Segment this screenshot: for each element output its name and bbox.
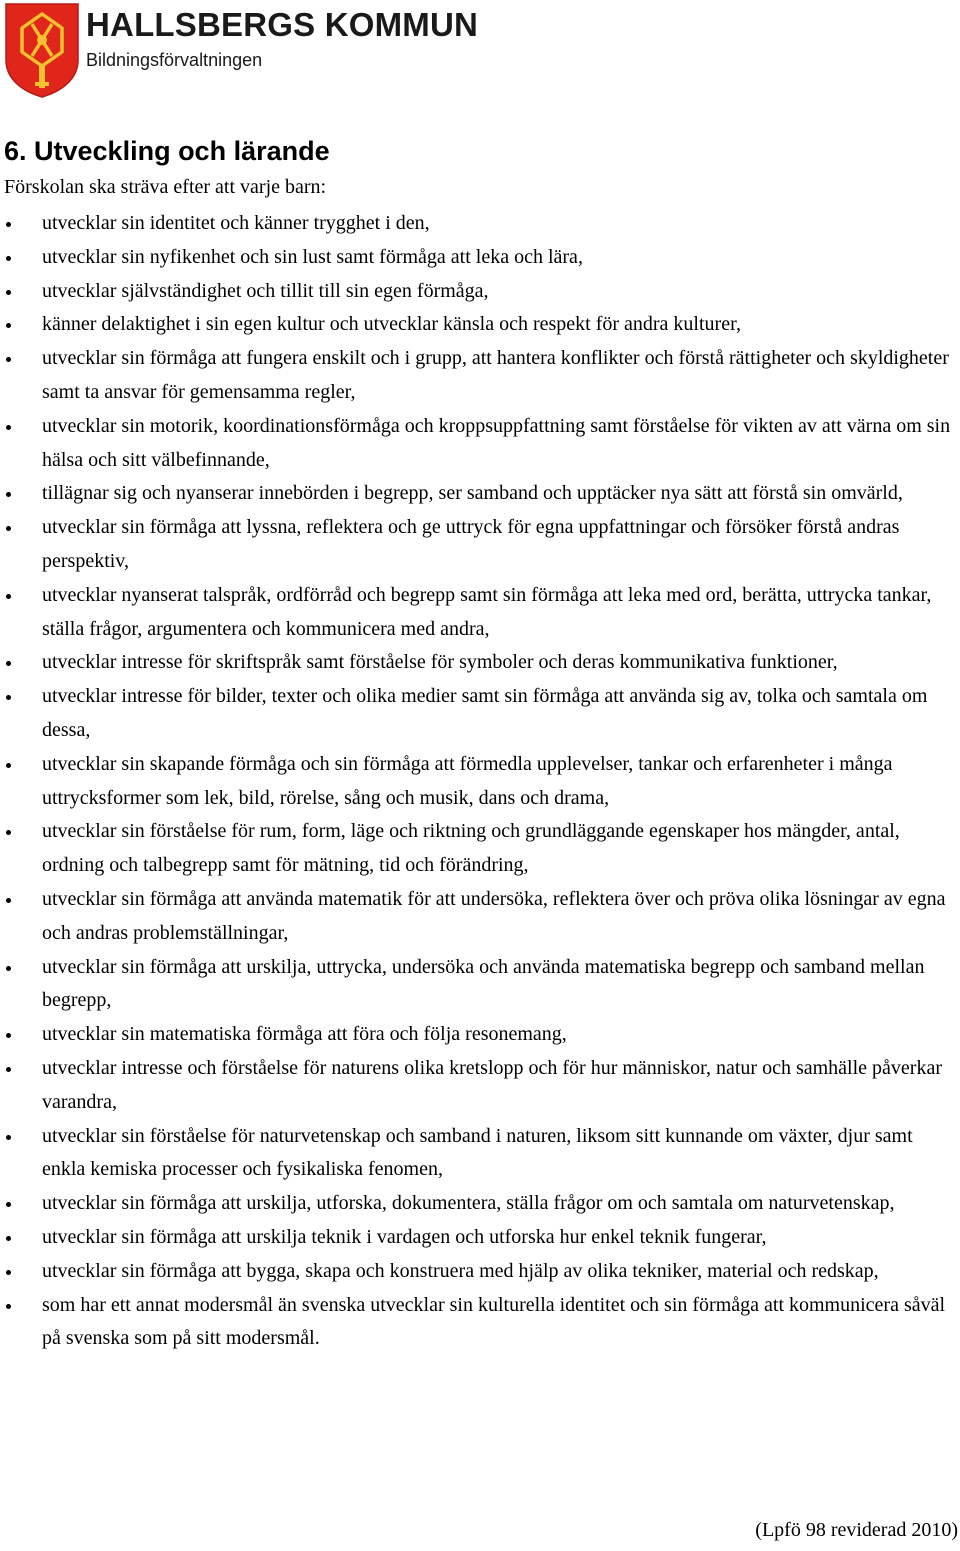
bullet-icon [6, 1067, 11, 1072]
goal-text: utvecklar sin förståelse för naturvetenskap och samband i naturen, liksom sitt kunnande om växter, djur samt enkla kemiska processer och fysikaliska fenomen, [42, 1124, 913, 1181]
goal-text: utvecklar sin förmåga att urskilja teknik i vardagen och utforska hur enkel teknik fungerar, [42, 1225, 767, 1248]
goal-text: utvecklar sin förmåga att använda matematik för att undersöka, reflektera över och pröva olika lösningar av egna och andras problemställningar, [42, 887, 946, 944]
bullet-icon [6, 256, 11, 261]
section-intro: Förskolan ska sträva efter att varje barn: [4, 176, 327, 198]
bullet-icon [6, 357, 11, 362]
section-heading: 6. Utveckling och lärande [4, 136, 330, 166]
goal-list-item [0, 477, 960, 511]
municipal-crest-logo [4, 2, 80, 98]
goal-list-item [0, 815, 960, 883]
bullet-icon [6, 492, 11, 497]
bullet-icon [6, 1236, 11, 1241]
goal-text: utvecklar sin förståelse för rum, form, läge och riktning och grundläggande egenskaper hos mängder, antal, ordning och talbegrepp samt för mätning, tid och förändring, [42, 820, 900, 877]
bullet-icon [6, 830, 11, 835]
goal-text: utvecklar sin förmåga att lyssna, reflektera och ge uttryck för egna uppfattningar och försöker förstå andras perspektiv, [42, 516, 900, 572]
goal-text: utvecklar sin förmåga att urskilja, uttrycka, undersöka och använda matematiska begrepp och samband mellan begrepp, [42, 955, 925, 1012]
goal-text: känner delaktighet i sin egen kultur och utvecklar känsla och respekt för andra kulturer, [42, 313, 741, 336]
goal-text: tillägnar sig och nyanserar innebörden i begrepp, ser samband och upptäcker nya sätt att förstå sin omvärld, [42, 482, 903, 505]
document-header [0, 0, 960, 110]
department-name: Bildningsförvaltningen [86, 50, 263, 70]
goal-list-item [0, 207, 960, 241]
goal-list-item [0, 1255, 960, 1289]
goal-list-item [0, 275, 960, 309]
goal-text: utvecklar intresse för bilder, texter och olika medier samt sin förmåga att använda sig av, tolka och samtala om dessa, [42, 685, 928, 741]
bullet-icon [6, 425, 11, 430]
goal-text: utvecklar sin förmåga att urskilja, utforska, dokumentera, ställa frågor om och samtala om naturvetenskap, [42, 1192, 895, 1215]
goal-text: utvecklar sin identitet och känner trygghet i den, [42, 212, 430, 234]
goal-text: utvecklar sin motorik, koordinationsförmåga och kroppsuppfattning samt förståelse för vikten av att värna om sin hälsa och sitt välbefinnande, [42, 414, 951, 471]
goal-list-item [0, 748, 960, 816]
goal-list-item [0, 308, 960, 342]
bullet-icon [6, 763, 11, 768]
goal-list-item [0, 1221, 960, 1255]
goal-list-item [0, 579, 960, 647]
bullet-icon [6, 526, 11, 531]
bullet-icon [6, 1270, 11, 1275]
goal-list-item [0, 1187, 960, 1221]
bullet-icon [6, 222, 11, 227]
goal-text: utvecklar sin nyfikenhet och sin lust samt förmåga att leka och lära, [42, 245, 583, 268]
goal-text: utvecklar sin matematiska förmåga att föra och följa resonemang, [42, 1023, 567, 1046]
bullet-icon [6, 661, 11, 666]
bullet-icon [6, 290, 11, 295]
bullet-icon [6, 594, 11, 599]
goal-text: utvecklar självständighet och tillit till sin egen förmåga, [42, 279, 489, 302]
goal-list-item [0, 1018, 960, 1052]
goal-list-item [0, 646, 960, 680]
goal-text: som har ett annat modersmål än svenska utvecklar sin kulturella identitet och sin förmåga att kommunicera såväl på svenska som på sitt modersmål. [42, 1293, 946, 1350]
goal-text: utvecklar intresse och förståelse för naturens olika kretslopp och för hur människor, natur och samhälle påverkar varandra, [42, 1056, 942, 1113]
bullet-icon [6, 1135, 11, 1140]
goal-list-item [0, 241, 960, 275]
goal-text: utvecklar nyanserat talspråk, ordförråd och begrepp samt sin förmåga att leka med ord, berätta, uttrycka tankar, ställa frågor, argumentera och kommunicera med andra, [42, 583, 932, 640]
bullet-icon [6, 323, 11, 328]
bullet-icon [6, 695, 11, 700]
goal-list-item [0, 511, 960, 579]
goal-text: utvecklar sin förmåga att bygga, skapa och konstruera med hjälp av olika tekniker, material och redskap, [42, 1259, 879, 1282]
goals-list [0, 207, 960, 1356]
goal-text: utvecklar sin skapande förmåga och sin förmåga att förmedla upplevelser, tankar och erfarenheter i många uttrycksformer som lek, bild, rörelse, sång och musik, dans och drama, [42, 752, 893, 809]
goal-list-item [0, 883, 960, 951]
goal-list-item [0, 1289, 960, 1357]
bullet-icon [6, 1033, 11, 1038]
bullet-icon [6, 898, 11, 903]
goal-list-item [0, 680, 960, 748]
goal-list-item [0, 1120, 960, 1188]
goal-list-item [0, 342, 960, 410]
goal-list-item [0, 410, 960, 478]
citation: (Lpfö 98 reviderad 2010) [755, 1519, 958, 1541]
goal-list-item [0, 1052, 960, 1120]
organization-name: HALLSBERGS KOMMUN [86, 6, 479, 43]
goal-text: utvecklar sin förmåga att fungera enskilt och i grupp, att hantera konflikter och förstå rättigheter och skyldigheter samt ta ansvar för gemensamma regler, [42, 347, 949, 403]
goal-list-item [0, 951, 960, 1019]
goal-text: utvecklar intresse för skriftspråk samt förståelse för symboler och deras kommunikativa funktioner, [42, 651, 838, 674]
bullet-icon [6, 966, 11, 971]
bullet-icon [6, 1202, 11, 1207]
bullet-icon [6, 1304, 11, 1309]
